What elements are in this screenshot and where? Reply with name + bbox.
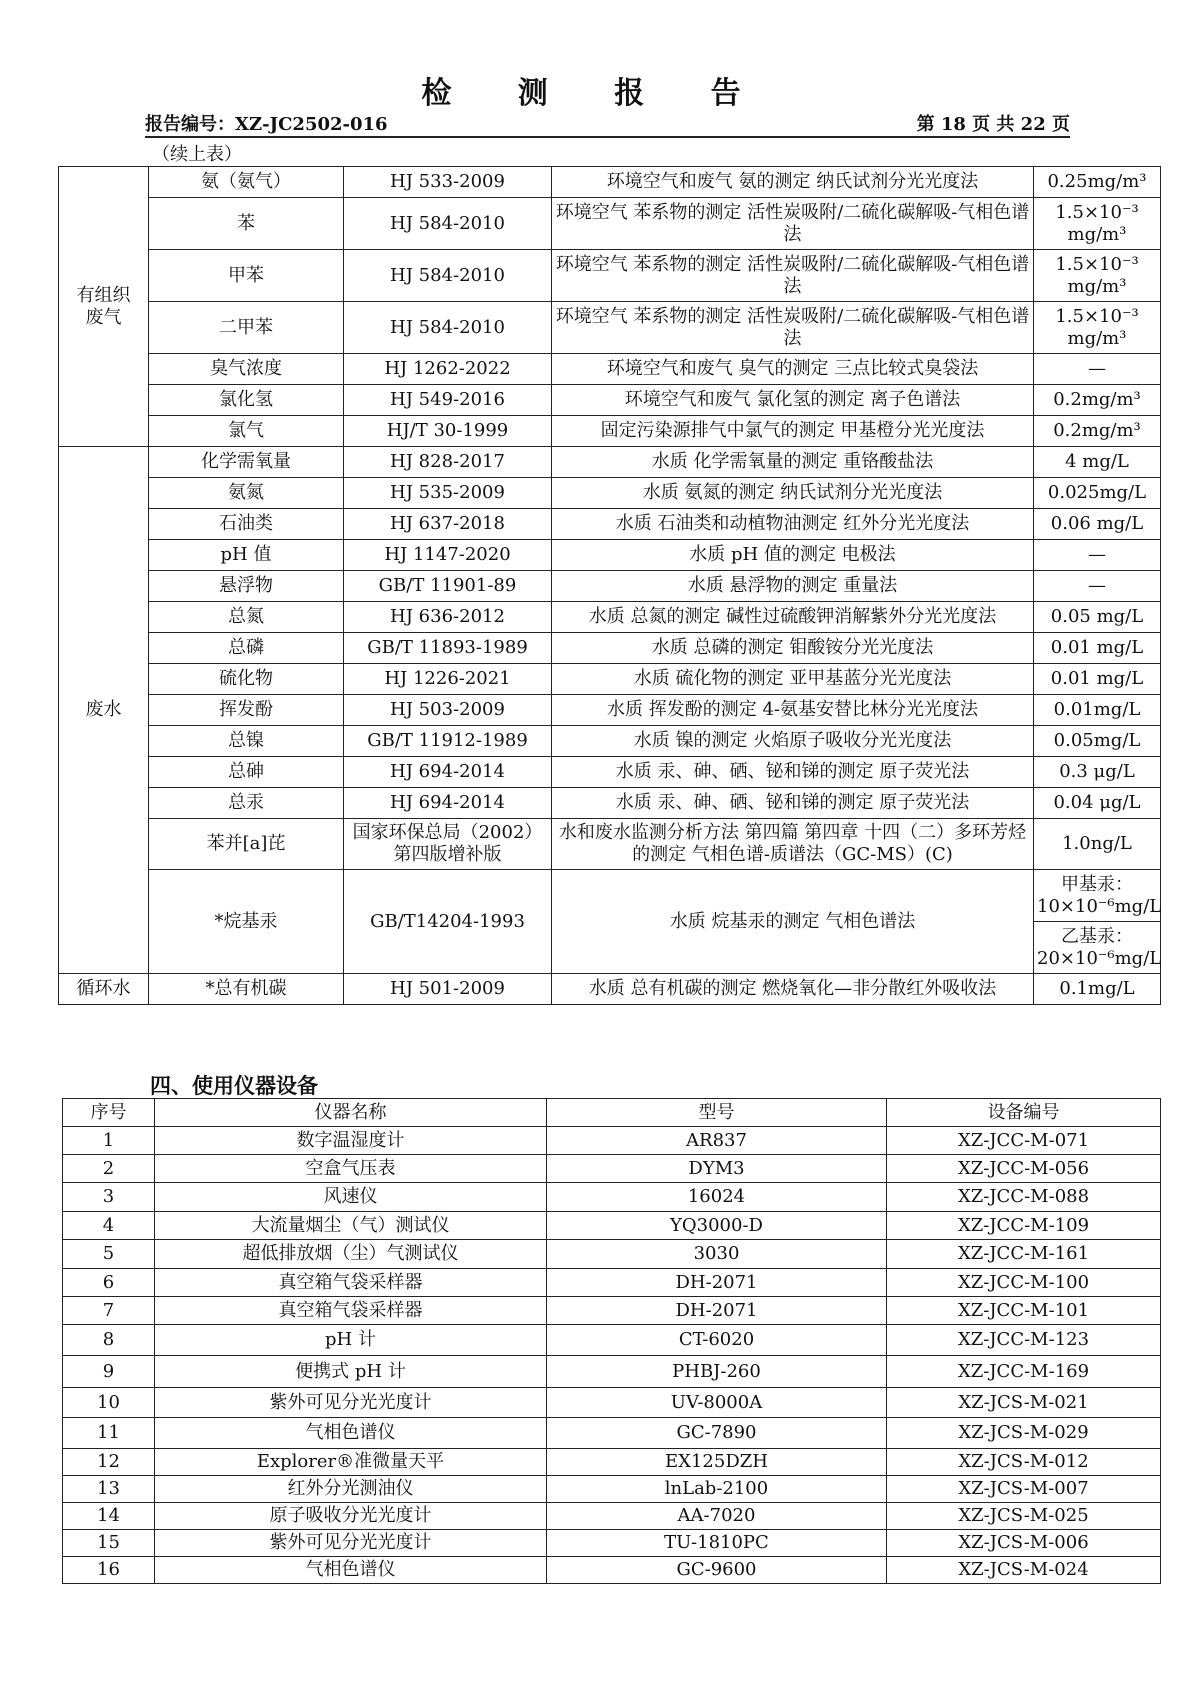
method-cell: 水质 硫化物的测定 亚甲基蓝分光光度法 [552, 664, 1034, 695]
index-cell: 14 [63, 1503, 155, 1530]
index-cell: 4 [63, 1212, 155, 1240]
method-cell: 水质 总磷的测定 钼酸铵分光光度法 [552, 633, 1034, 664]
limit-cell: 0.05 mg/L [1034, 602, 1161, 633]
method-cell: 环境空气 苯系物的测定 活性炭吸附/二硫化碳解吸-气相色谱法 [552, 198, 1034, 250]
item-cell: 总磷 [149, 633, 344, 664]
limit-cell [1034, 870, 1161, 922]
table-row [59, 695, 1161, 726]
table-row [63, 1476, 1161, 1503]
instrument-name-cell: 紫外可见分光光度计 [155, 1530, 547, 1557]
limit-cell: 4 mg/L [1034, 447, 1161, 478]
method-cell: 环境空气 苯系物的测定 活性炭吸附/二硫化碳解吸-气相色谱法 [552, 302, 1034, 354]
table-row [59, 788, 1161, 819]
instrument-name-cell: 气相色谱仪 [155, 1418, 547, 1449]
device-id-cell: XZ-JCC-M-161 [887, 1240, 1161, 1269]
method-cell: 环境空气和废气 臭气的测定 三点比较式臭袋法 [552, 354, 1034, 385]
limit-cell: 0.1mg/L [1034, 974, 1161, 1005]
standard-cell: HJ 1262-2022 [344, 354, 552, 385]
instrument-name-cell: 紫外可见分光光度计 [155, 1388, 547, 1418]
standard-cell: HJ 1226-2021 [344, 664, 552, 695]
limit-cell: 0.3 μg/L [1034, 757, 1161, 788]
item-cell: *烷基汞 [149, 870, 344, 974]
instrument-name-cell: 超低排放烟（尘）气测试仪 [155, 1240, 547, 1269]
header-cell: 设备编号 [887, 1099, 1161, 1127]
report-header [145, 108, 1070, 138]
device-id-cell: XZ-JCC-M-100 [887, 1269, 1161, 1297]
model-cell: AA-7020 [547, 1503, 887, 1530]
table-row [63, 1240, 1161, 1269]
item-cell: 总汞 [149, 788, 344, 819]
table-row [63, 1155, 1161, 1183]
table-row [63, 1557, 1161, 1584]
limit-cell: 0.2mg/m³ [1034, 385, 1161, 416]
index-cell: 16 [63, 1557, 155, 1584]
model-cell: DYM3 [547, 1155, 887, 1183]
index-cell: 2 [63, 1155, 155, 1183]
continued-label: （续上表） [152, 144, 242, 165]
method-cell: 水质 镍的测定 火焰原子吸收分光光度法 [552, 726, 1034, 757]
device-id-cell: XZ-JCS-M-025 [887, 1503, 1161, 1530]
header-cell: 序号 [63, 1099, 155, 1127]
item-cell: *总有机碳 [149, 974, 344, 1005]
instrument-name-cell: 风速仪 [155, 1183, 547, 1212]
table-row [63, 1212, 1161, 1240]
index-cell: 10 [63, 1388, 155, 1418]
index-cell: 15 [63, 1530, 155, 1557]
device-id-cell: XZ-JCC-M-071 [887, 1127, 1161, 1155]
model-cell: UV-8000A [547, 1388, 887, 1418]
limit-cell: 0.025mg/L [1034, 478, 1161, 509]
model-cell: lnLab-2100 [547, 1476, 887, 1503]
model-cell: DH-2071 [547, 1297, 887, 1325]
table-row [63, 1530, 1161, 1557]
standard-cell: HJ/T 30-1999 [344, 416, 552, 447]
table-row [59, 974, 1161, 1005]
table-row [59, 509, 1161, 540]
table-row [59, 250, 1161, 302]
standard-cell: HJ 584-2010 [344, 250, 552, 302]
item-cell: 挥发酚 [149, 695, 344, 726]
instrument-name-cell: 红外分光测油仪 [155, 1476, 547, 1503]
group-cell: 循环水 [59, 974, 149, 1005]
standard-cell: GB/T 11893-1989 [344, 633, 552, 664]
index-cell: 9 [63, 1356, 155, 1388]
item-cell: 臭气浓度 [149, 354, 344, 385]
model-cell: YQ3000-D [547, 1212, 887, 1240]
method-cell: 环境空气和废气 氯化氢的测定 离子色谱法 [552, 385, 1034, 416]
table-row [59, 602, 1161, 633]
table-row [59, 633, 1161, 664]
standard-cell: HJ 584-2010 [344, 198, 552, 250]
table-row [59, 167, 1161, 198]
header-cell: 型号 [547, 1099, 887, 1127]
table-row [59, 302, 1161, 354]
table-row [59, 571, 1161, 602]
method-cell: 水质 总氮的测定 碱性过硫酸钾消解紫外分光光度法 [552, 602, 1034, 633]
table-row [63, 1418, 1161, 1449]
limit-cell: 0.25mg/m³ [1034, 167, 1161, 198]
group-cell: 有组织废气 [59, 167, 149, 447]
device-id-cell: XZ-JCS-M-021 [887, 1388, 1161, 1418]
method-cell: 水质 汞、砷、硒、铋和锑的测定 原子荧光法 [552, 757, 1034, 788]
method-cell: 水质 悬浮物的测定 重量法 [552, 571, 1034, 602]
item-cell: 总氮 [149, 602, 344, 633]
table-row [59, 726, 1161, 757]
table-row [59, 757, 1161, 788]
method-cell: 水质 挥发酚的测定 4-氨基安替比林分光光度法 [552, 695, 1034, 726]
item-cell: 苯并[a]芘 [149, 819, 344, 870]
device-id-cell: XZ-JCS-M-012 [887, 1449, 1161, 1476]
equipment-section-title: 四、使用仪器设备 [150, 1074, 318, 1098]
index-cell: 11 [63, 1418, 155, 1449]
instrument-name-cell: 数字温湿度计 [155, 1127, 547, 1155]
item-cell: 氯化氢 [149, 385, 344, 416]
limit-value: 10×10⁻⁶mg/L [1037, 895, 1162, 917]
standard-cell: 国家环保总局（2002）第四版增补版 [344, 819, 552, 870]
item-cell: 硫化物 [149, 664, 344, 695]
standard-cell: GB/T 11901-89 [344, 571, 552, 602]
table-row [63, 1388, 1161, 1418]
report-title: 检 测 报 告 [421, 76, 769, 111]
table-row [59, 540, 1161, 571]
method-cell: 环境空气 苯系物的测定 活性炭吸附/二硫化碳解吸-气相色谱法 [552, 250, 1034, 302]
instrument-name-cell: 大流量烟尘（气）测试仪 [155, 1212, 547, 1240]
standard-cell: HJ 535-2009 [344, 478, 552, 509]
standard-cell: HJ 694-2014 [344, 757, 552, 788]
model-cell: AR837 [547, 1127, 887, 1155]
index-cell: 7 [63, 1297, 155, 1325]
standard-cell: GB/T14204-1993 [344, 870, 552, 974]
standard-cell: HJ 533-2009 [344, 167, 552, 198]
limit-cell: 1.0ng/L [1034, 819, 1161, 870]
method-cell: 固定污染源排气中氯气的测定 甲基橙分光光度法 [552, 416, 1034, 447]
table-row [59, 870, 1161, 922]
device-id-cell: XZ-JCS-M-024 [887, 1557, 1161, 1584]
table-row [63, 1127, 1161, 1155]
standard-cell: HJ 694-2014 [344, 788, 552, 819]
table-row [59, 198, 1161, 250]
method-cell: 水质 氨氮的测定 纳氏试剂分光光度法 [552, 478, 1034, 509]
limit-cell [1034, 922, 1161, 974]
method-cell: 环境空气和废气 氨的测定 纳氏试剂分光光度法 [552, 167, 1034, 198]
method-cell: 水质 总有机碳的测定 燃烧氧化—非分散红外吸收法 [552, 974, 1034, 1005]
device-id-cell: XZ-JCC-M-056 [887, 1155, 1161, 1183]
index-cell: 3 [63, 1183, 155, 1212]
limit-value: 20×10⁻⁶mg/L [1037, 947, 1162, 969]
item-cell: 化学需氧量 [149, 447, 344, 478]
table-row [63, 1503, 1161, 1530]
device-id-cell: XZ-JCS-M-007 [887, 1476, 1161, 1503]
instrument-name-cell: 原子吸收分光光度计 [155, 1503, 547, 1530]
device-id-cell: XZ-JCS-M-029 [887, 1418, 1161, 1449]
header-cell: 仪器名称 [155, 1099, 547, 1127]
instrument-name-cell: Explorer®准微量天平 [155, 1449, 547, 1476]
model-cell: EX125DZH [547, 1449, 887, 1476]
model-cell: CT-6020 [547, 1325, 887, 1356]
model-cell: PHBJ-260 [547, 1356, 887, 1388]
method-cell: 水质 石油类和动植物油测定 红外分光光度法 [552, 509, 1034, 540]
limit-cell: 1.5×10⁻³ mg/m³ [1034, 198, 1161, 250]
table-row [59, 447, 1161, 478]
standard-cell: HJ 503-2009 [344, 695, 552, 726]
model-cell: GC-7890 [547, 1418, 887, 1449]
model-cell: GC-9600 [547, 1557, 887, 1584]
standard-cell: HJ 637-2018 [344, 509, 552, 540]
method-cell: 水质 化学需氧量的测定 重铬酸盐法 [552, 447, 1034, 478]
method-cell: 水质 pH 值的测定 电极法 [552, 540, 1034, 571]
item-cell: pH 值 [149, 540, 344, 571]
table-row [59, 385, 1161, 416]
standard-cell: HJ 828-2017 [344, 447, 552, 478]
item-cell: 氨氮 [149, 478, 344, 509]
limit-cell: 0.06 mg/L [1034, 509, 1161, 540]
instrument-name-cell: 真空箱气袋采样器 [155, 1297, 547, 1325]
device-id-cell: XZ-JCC-M-109 [887, 1212, 1161, 1240]
table-header-row [63, 1099, 1161, 1127]
instrument-name-cell: 真空箱气袋采样器 [155, 1269, 547, 1297]
limit-cell: 1.5×10⁻³ mg/m³ [1034, 302, 1161, 354]
table-row [59, 478, 1161, 509]
equipment-table [62, 1098, 1161, 1584]
table-row [59, 819, 1161, 870]
method-cell: 水质 汞、砷、硒、铋和锑的测定 原子荧光法 [552, 788, 1034, 819]
group-cell: 废水 [59, 447, 149, 974]
report-number: 报告编号：XZ-JC2502-016 [145, 114, 388, 135]
item-cell: 甲苯 [149, 250, 344, 302]
item-cell: 总砷 [149, 757, 344, 788]
table-row [59, 416, 1161, 447]
method-cell: 水和废水监测分析方法 第四篇 第四章 十四（二）多环芳烃的测定 气相色谱-质谱法（GC-MS）(C) [552, 819, 1034, 870]
limit-cell: 0.2mg/m³ [1034, 416, 1161, 447]
item-cell: 二甲苯 [149, 302, 344, 354]
page-indicator: 第 18 页 共 22 页 [916, 114, 1070, 135]
limit-cell: 1.5×10⁻³ mg/m³ [1034, 250, 1161, 302]
model-cell: 16024 [547, 1183, 887, 1212]
instrument-name-cell: 空盒气压表 [155, 1155, 547, 1183]
instrument-name-cell: 气相色谱仪 [155, 1557, 547, 1584]
index-cell: 12 [63, 1449, 155, 1476]
limit-cell: 0.01mg/L [1034, 695, 1161, 726]
index-cell: 1 [63, 1127, 155, 1155]
methods-table [58, 166, 1161, 1005]
index-cell: 6 [63, 1269, 155, 1297]
limit-cell: 0.01 mg/L [1034, 633, 1161, 664]
device-id-cell: XZ-JCC-M-101 [887, 1297, 1161, 1325]
device-id-cell: XZ-JCC-M-169 [887, 1356, 1161, 1388]
instrument-name-cell: 便携式 pH 计 [155, 1356, 547, 1388]
item-cell: 氯气 [149, 416, 344, 447]
table-row [63, 1356, 1161, 1388]
device-id-cell: XZ-JCC-M-123 [887, 1325, 1161, 1356]
limit-cell: 0.01 mg/L [1034, 664, 1161, 695]
limit-cell: — [1034, 540, 1161, 571]
instrument-name-cell: pH 计 [155, 1325, 547, 1356]
limit-cell: 0.05mg/L [1034, 726, 1161, 757]
table-row [63, 1297, 1161, 1325]
standard-cell: HJ 549-2016 [344, 385, 552, 416]
standard-cell: GB/T 11912-1989 [344, 726, 552, 757]
index-cell: 8 [63, 1325, 155, 1356]
limit-cell: — [1034, 354, 1161, 385]
item-cell: 悬浮物 [149, 571, 344, 602]
model-cell: DH-2071 [547, 1269, 887, 1297]
table-row [63, 1183, 1161, 1212]
index-cell: 13 [63, 1476, 155, 1503]
table-row [63, 1449, 1161, 1476]
model-cell: TU-1810PC [547, 1530, 887, 1557]
table-row [59, 354, 1161, 385]
table-row [63, 1269, 1161, 1297]
item-cell: 氨（氨气） [149, 167, 344, 198]
index-cell: 5 [63, 1240, 155, 1269]
limit-cell: — [1034, 571, 1161, 602]
standard-cell: HJ 1147-2020 [344, 540, 552, 571]
limit-cell: 0.04 μg/L [1034, 788, 1161, 819]
model-cell: 3030 [547, 1240, 887, 1269]
limit-label: 乙基汞： [1061, 925, 1133, 947]
item-cell: 苯 [149, 198, 344, 250]
table-row [63, 1325, 1161, 1356]
standard-cell: HJ 501-2009 [344, 974, 552, 1005]
standard-cell: HJ 584-2010 [344, 302, 552, 354]
standard-cell: HJ 636-2012 [344, 602, 552, 633]
device-id-cell: XZ-JCS-M-006 [887, 1530, 1161, 1557]
limit-label: 甲基汞： [1061, 873, 1133, 895]
device-id-cell: XZ-JCC-M-088 [887, 1183, 1161, 1212]
table-row [59, 664, 1161, 695]
item-cell: 总镍 [149, 726, 344, 757]
method-cell: 水质 烷基汞的测定 气相色谱法 [552, 870, 1034, 974]
item-cell: 石油类 [149, 509, 344, 540]
